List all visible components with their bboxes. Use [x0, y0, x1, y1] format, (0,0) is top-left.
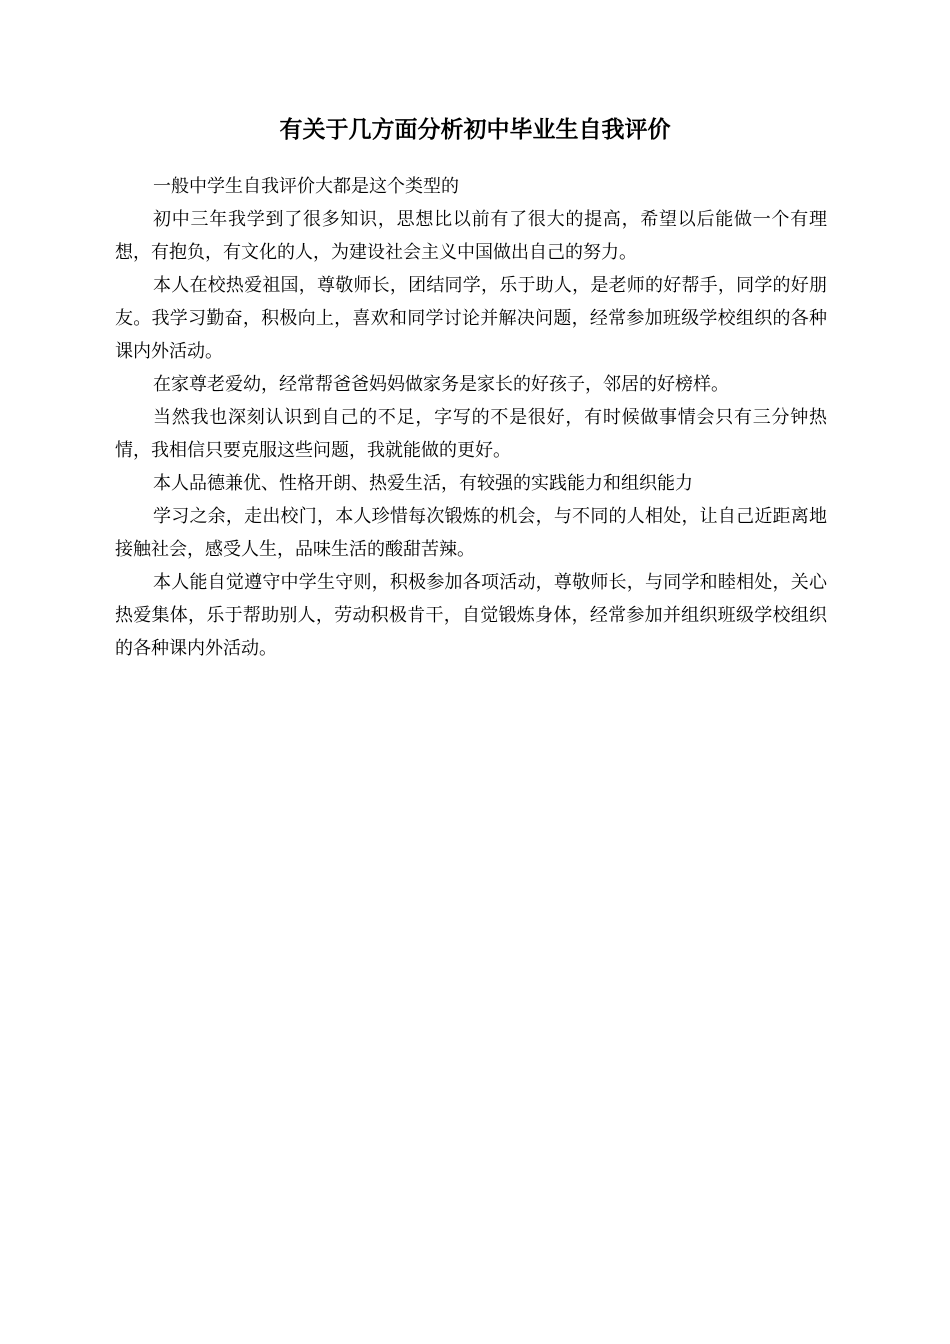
paragraph: 一般中学生自我评价大都是这个类型的 — [153, 176, 459, 197]
document-body — [115, 170, 827, 665]
paragraph: 学习之余，走出校门，本人珍惜每次锻炼的机会，与不同的人相处，让自己近距离地接触社会，感受人生，品味生活的酸甜苦辣。 — [115, 506, 827, 560]
document-title: 有关于几方面分析初中毕业生自我评价 — [279, 117, 671, 143]
paragraph: 本人能自觉遵守中学生守则，积极参加各项活动，尊敬师长，与同学和睦相处，关心热爱集体，乐于帮助别人，劳动积极肯干，自觉锻炼身体，经常参加并组织班级学校组织的各种课内外活动。 — [115, 572, 827, 659]
paragraph: 本人在校热爱祖国，尊敬师长，团结同学，乐于助人，是老师的好帮手，同学的好朋友。我学习勤奋，积极向上，喜欢和同学讨论并解决问题，经常参加班级学校组织的各种课内外活动。 — [115, 275, 827, 362]
paragraph: 当然我也深刻认识到自己的不足，字写的不是很好，有时候做事情会只有三分钟热情，我相信只要克服这些问题，我就能做的更好。 — [115, 407, 827, 461]
paragraph: 在家尊老爱幼，经常帮爸爸妈妈做家务是家长的好孩子，邻居的好榜样。 — [153, 374, 729, 395]
paragraph: 初中三年我学到了很多知识，思想比以前有了很大的提高，希望以后能做一个有理想，有抱负，有文化的人，为建设社会主义中国做出自己的努力。 — [115, 209, 827, 263]
paragraph: 本人品德兼优、性格开朗、热爱生活，有较强的实践能力和组织能力 — [153, 473, 693, 494]
